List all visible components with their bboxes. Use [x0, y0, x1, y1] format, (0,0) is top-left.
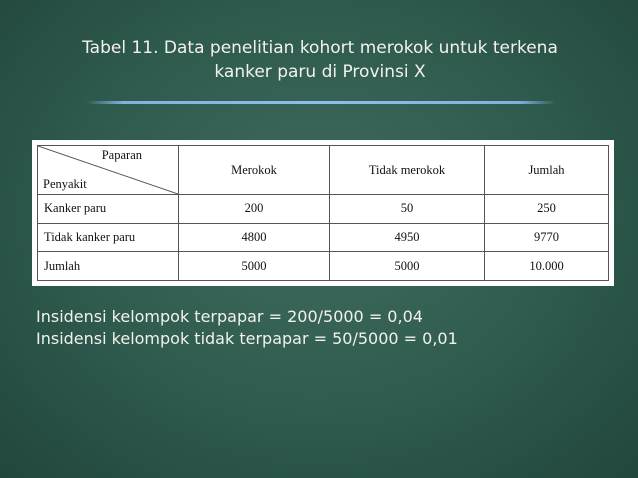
table-row [38, 223, 609, 252]
column-header: Merokok [179, 146, 330, 195]
table-panel [32, 140, 614, 286]
table-cell: 5000 [179, 252, 330, 281]
incidence-exposed: Insidensi kelompok terpapar = 200/5000 = 0,04 [36, 307, 423, 326]
incidence-text [36, 306, 458, 350]
table-cell: 9770 [485, 223, 609, 252]
corner-label-disease: Penyakit [43, 177, 87, 191]
table-cell: 4950 [330, 223, 485, 252]
table-row [38, 252, 609, 281]
title-divider [86, 101, 556, 104]
row-label: Jumlah [38, 252, 179, 281]
row-label: Tidak kanker paru [38, 223, 179, 252]
title-line-1: Tabel 11. Data penelitian kohort merokok untuk terkena [82, 38, 558, 58]
title-line-2: kanker paru di Provinsi X [214, 62, 426, 82]
table-cell: 50 [330, 195, 485, 224]
table-cell: 4800 [179, 223, 330, 252]
corner-label-exposure: Paparan [101, 148, 142, 162]
table-cell: 200 [179, 195, 330, 224]
corner-cell [38, 146, 179, 195]
column-header: Jumlah [485, 146, 609, 195]
table-cell: 10.000 [485, 252, 609, 281]
column-header: Tidak merokok [330, 146, 485, 195]
table-cell: 250 [485, 195, 609, 224]
table-header-row [38, 146, 609, 195]
row-label: Kanker paru [38, 195, 179, 224]
table-row [38, 195, 609, 224]
table-cell: 5000 [330, 252, 485, 281]
incidence-unexposed: Insidensi kelompok tidak terpapar = 50/5000 = 0,01 [36, 329, 458, 348]
cohort-table [37, 145, 609, 281]
slide-title [60, 36, 580, 84]
